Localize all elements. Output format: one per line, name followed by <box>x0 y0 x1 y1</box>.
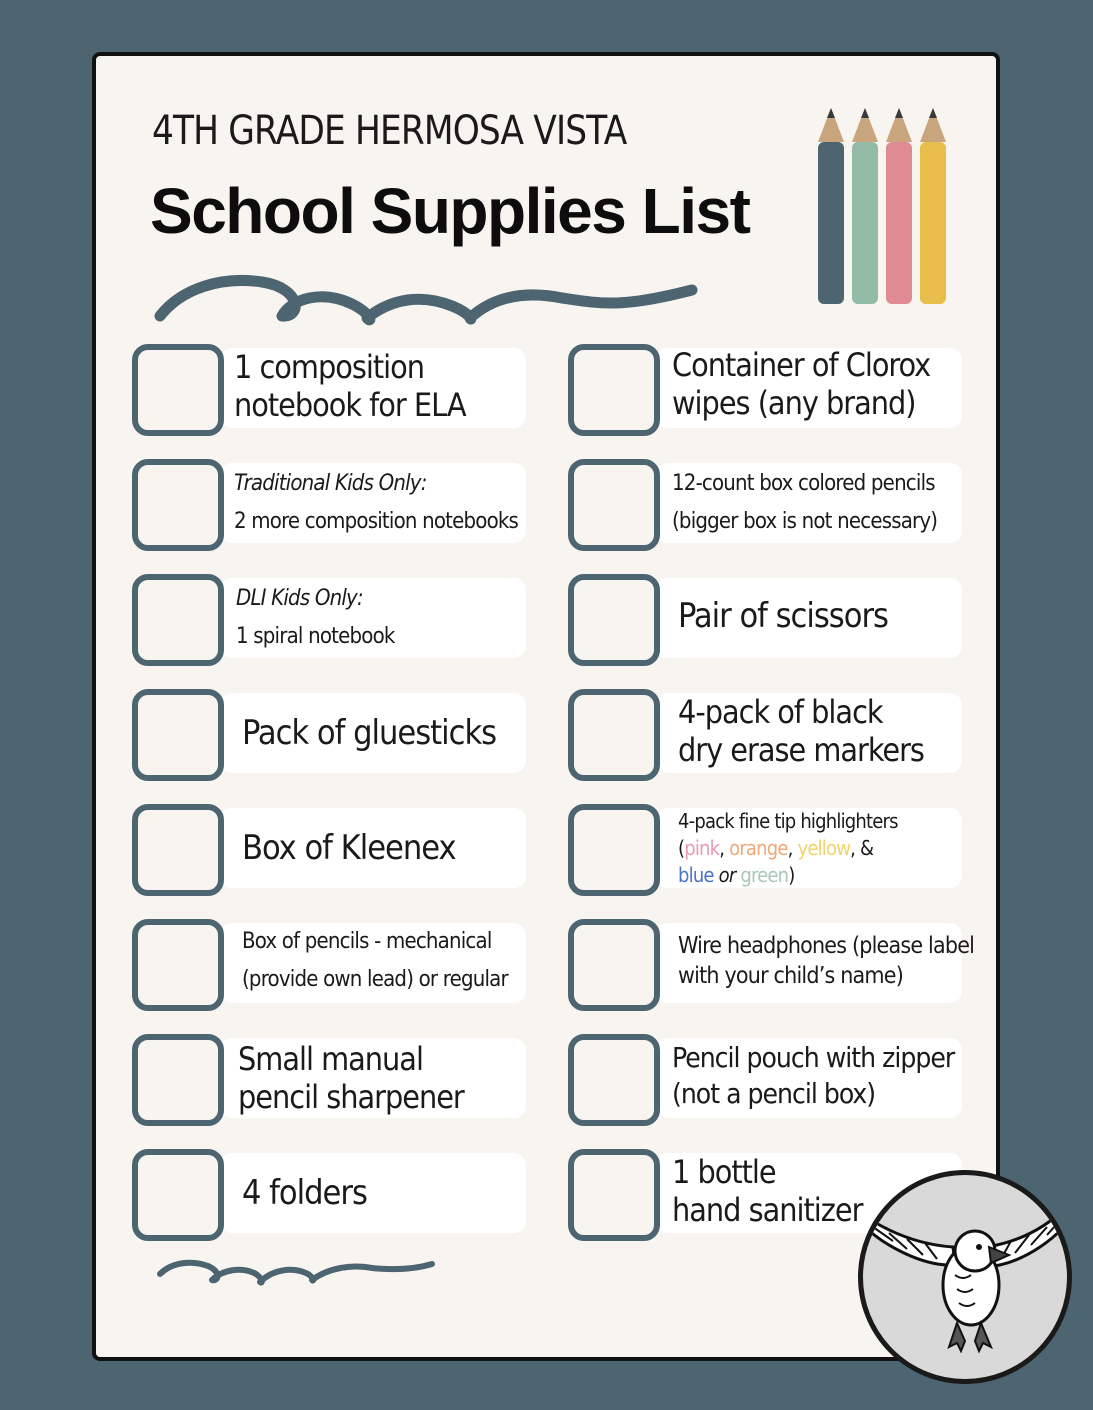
colored-pencils-illustration <box>814 102 954 312</box>
item-text: 12-count box colored pencils (bigger box is not necessary) <box>672 471 938 534</box>
pencil-icon-pink <box>886 108 912 304</box>
item-text: Wire headphones (please label with your child’s name) <box>678 933 975 989</box>
list-item-pencil-pouch <box>568 1034 964 1126</box>
list-item-pencil-sharpener <box>132 1034 528 1126</box>
pencil-icon-green <box>852 108 878 304</box>
list-item-gluesticks <box>132 689 528 781</box>
page-title: School Supplies List <box>150 175 750 247</box>
checkbox[interactable] <box>568 344 660 436</box>
item-text: Box of Kleenex <box>242 828 456 868</box>
checkbox[interactable] <box>568 574 660 666</box>
checkbox[interactable] <box>132 1149 224 1241</box>
list-item-composition-notebook <box>132 344 528 436</box>
list-item-dry-erase-markers <box>568 689 964 781</box>
item-text: Traditional Kids Only: 2 more composition notebooks <box>234 471 519 534</box>
list-item-traditional-notebooks <box>132 459 528 551</box>
checkbox[interactable] <box>568 1149 660 1241</box>
color-word-blue: blue <box>678 863 714 887</box>
checkbox[interactable] <box>132 919 224 1011</box>
item-text: Pair of scissors <box>678 596 888 636</box>
pencil-icon-yellow <box>920 108 946 304</box>
list-item-folders <box>132 1149 528 1241</box>
checkbox[interactable] <box>132 574 224 666</box>
checkbox[interactable] <box>568 1034 660 1126</box>
list-item-dli-spiral-notebook <box>132 574 528 666</box>
color-word-orange: orange <box>729 836 788 860</box>
checkbox[interactable] <box>132 689 224 781</box>
list-item-colored-pencils <box>568 459 964 551</box>
eagle-icon <box>863 1175 1072 1384</box>
checkbox[interactable] <box>132 804 224 896</box>
checkbox[interactable] <box>132 459 224 551</box>
checkbox[interactable] <box>568 459 660 551</box>
checkbox[interactable] <box>132 1034 224 1126</box>
item-text: 4-pack fine tip highlighters (pink, orange, yellow, & blue or green) <box>678 809 898 887</box>
item-text: Pencil pouch with zipper (not a pencil box) <box>672 1041 955 1110</box>
color-word-yellow: yellow <box>797 836 851 860</box>
item-text: 4 folders <box>242 1173 367 1213</box>
supply-sheet <box>92 52 1000 1361</box>
item-text: Small manual pencil sharpener <box>238 1040 464 1116</box>
checkbox[interactable] <box>568 919 660 1011</box>
list-item-kleenex <box>132 804 528 896</box>
list-item-pencils <box>132 919 528 1011</box>
checkbox[interactable] <box>568 804 660 896</box>
list-item-scissors <box>568 574 964 666</box>
color-word-green: green <box>740 863 789 887</box>
squiggle-decoration-bottom <box>152 1252 442 1292</box>
color-word-pink: pink <box>684 836 720 860</box>
item-text: Container of Clorox wipes (any brand) <box>672 346 931 422</box>
item-text: 1 composition notebook for ELA <box>234 348 466 424</box>
eagle-mascot-logo <box>858 1170 1072 1384</box>
grade-school-subtitle: 4TH GRADE HERMOSA VISTA <box>152 108 627 154</box>
checkbox[interactable] <box>132 344 224 436</box>
squiggle-decoration-top <box>152 268 702 328</box>
pencil-icon-slate <box>818 108 844 304</box>
list-item-highlighters <box>568 804 964 896</box>
list-item-clorox-wipes <box>568 344 964 436</box>
list-item-headphones <box>568 919 975 1011</box>
item-text: 4-pack of black dry erase markers <box>678 693 924 769</box>
item-text: Box of pencils - mechanical (provide own lead) or regular <box>242 929 508 992</box>
item-text: Pack of gluesticks <box>242 713 497 753</box>
checkbox[interactable] <box>568 689 660 781</box>
item-text: DLI Kids Only: 1 spiral notebook <box>236 586 395 649</box>
item-text: 1 bottle hand sanitizer <box>672 1153 863 1229</box>
